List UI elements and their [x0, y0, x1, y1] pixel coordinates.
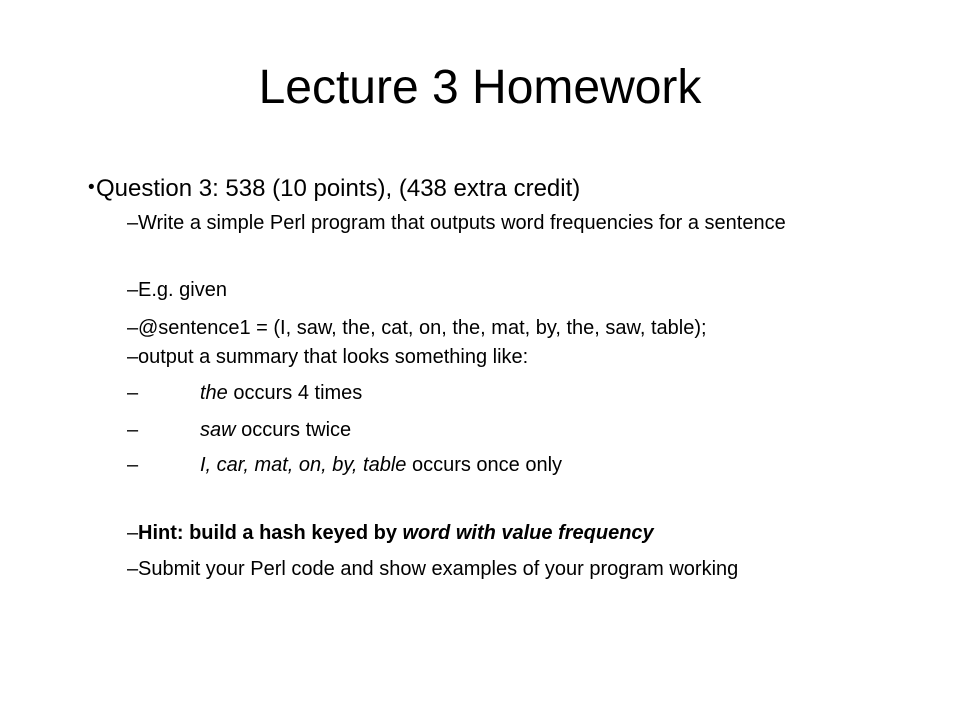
- dash-icon: –: [127, 522, 139, 544]
- word-count-text: occurs once only: [406, 454, 563, 476]
- dash-icon: –: [127, 317, 139, 339]
- dash-icon: –: [127, 419, 139, 441]
- slide-title: Lecture 3 Homework: [258, 61, 702, 114]
- dash-icon: –: [127, 454, 139, 476]
- sub-item-text: @sentence1 = (I, saw, the, cat, on, the, mat, by, the, saw, table);: [138, 317, 707, 339]
- bullet-icon: •: [88, 177, 95, 198]
- hint-emphasis: word with value frequency: [402, 522, 654, 544]
- sub-item-text: Submit your Perl code and show examples of your program working: [138, 558, 739, 580]
- dash-icon: –: [127, 382, 139, 404]
- sub-item-text: [138, 453, 938, 478]
- dash-icon: –: [127, 279, 139, 301]
- word-count-text: occurs 4 times: [227, 382, 363, 404]
- dash-icon: –: [127, 558, 139, 580]
- sub-item-text: Write a simple Perl program that outputs word frequencies for a sentence: [138, 212, 786, 234]
- hint-text: Hint: build a hash keyed by: [138, 522, 403, 544]
- sub-item-text: E.g. given: [138, 279, 227, 301]
- sub-item-text: output a summary that looks something like:: [138, 346, 529, 368]
- sub-item-text: [138, 418, 938, 443]
- dash-icon: –: [127, 346, 139, 368]
- word-emphasis: I, car, mat, on, by, table: [200, 454, 407, 476]
- sub-item-text: [138, 521, 938, 546]
- sub-item-text: [138, 381, 938, 406]
- question-text: Question 3: 538 (10 points), (438 extra credit): [96, 175, 581, 202]
- word-emphasis: the: [200, 382, 228, 404]
- word-emphasis: saw: [200, 419, 236, 441]
- dash-icon: –: [127, 212, 139, 234]
- word-count-text: occurs twice: [235, 419, 352, 441]
